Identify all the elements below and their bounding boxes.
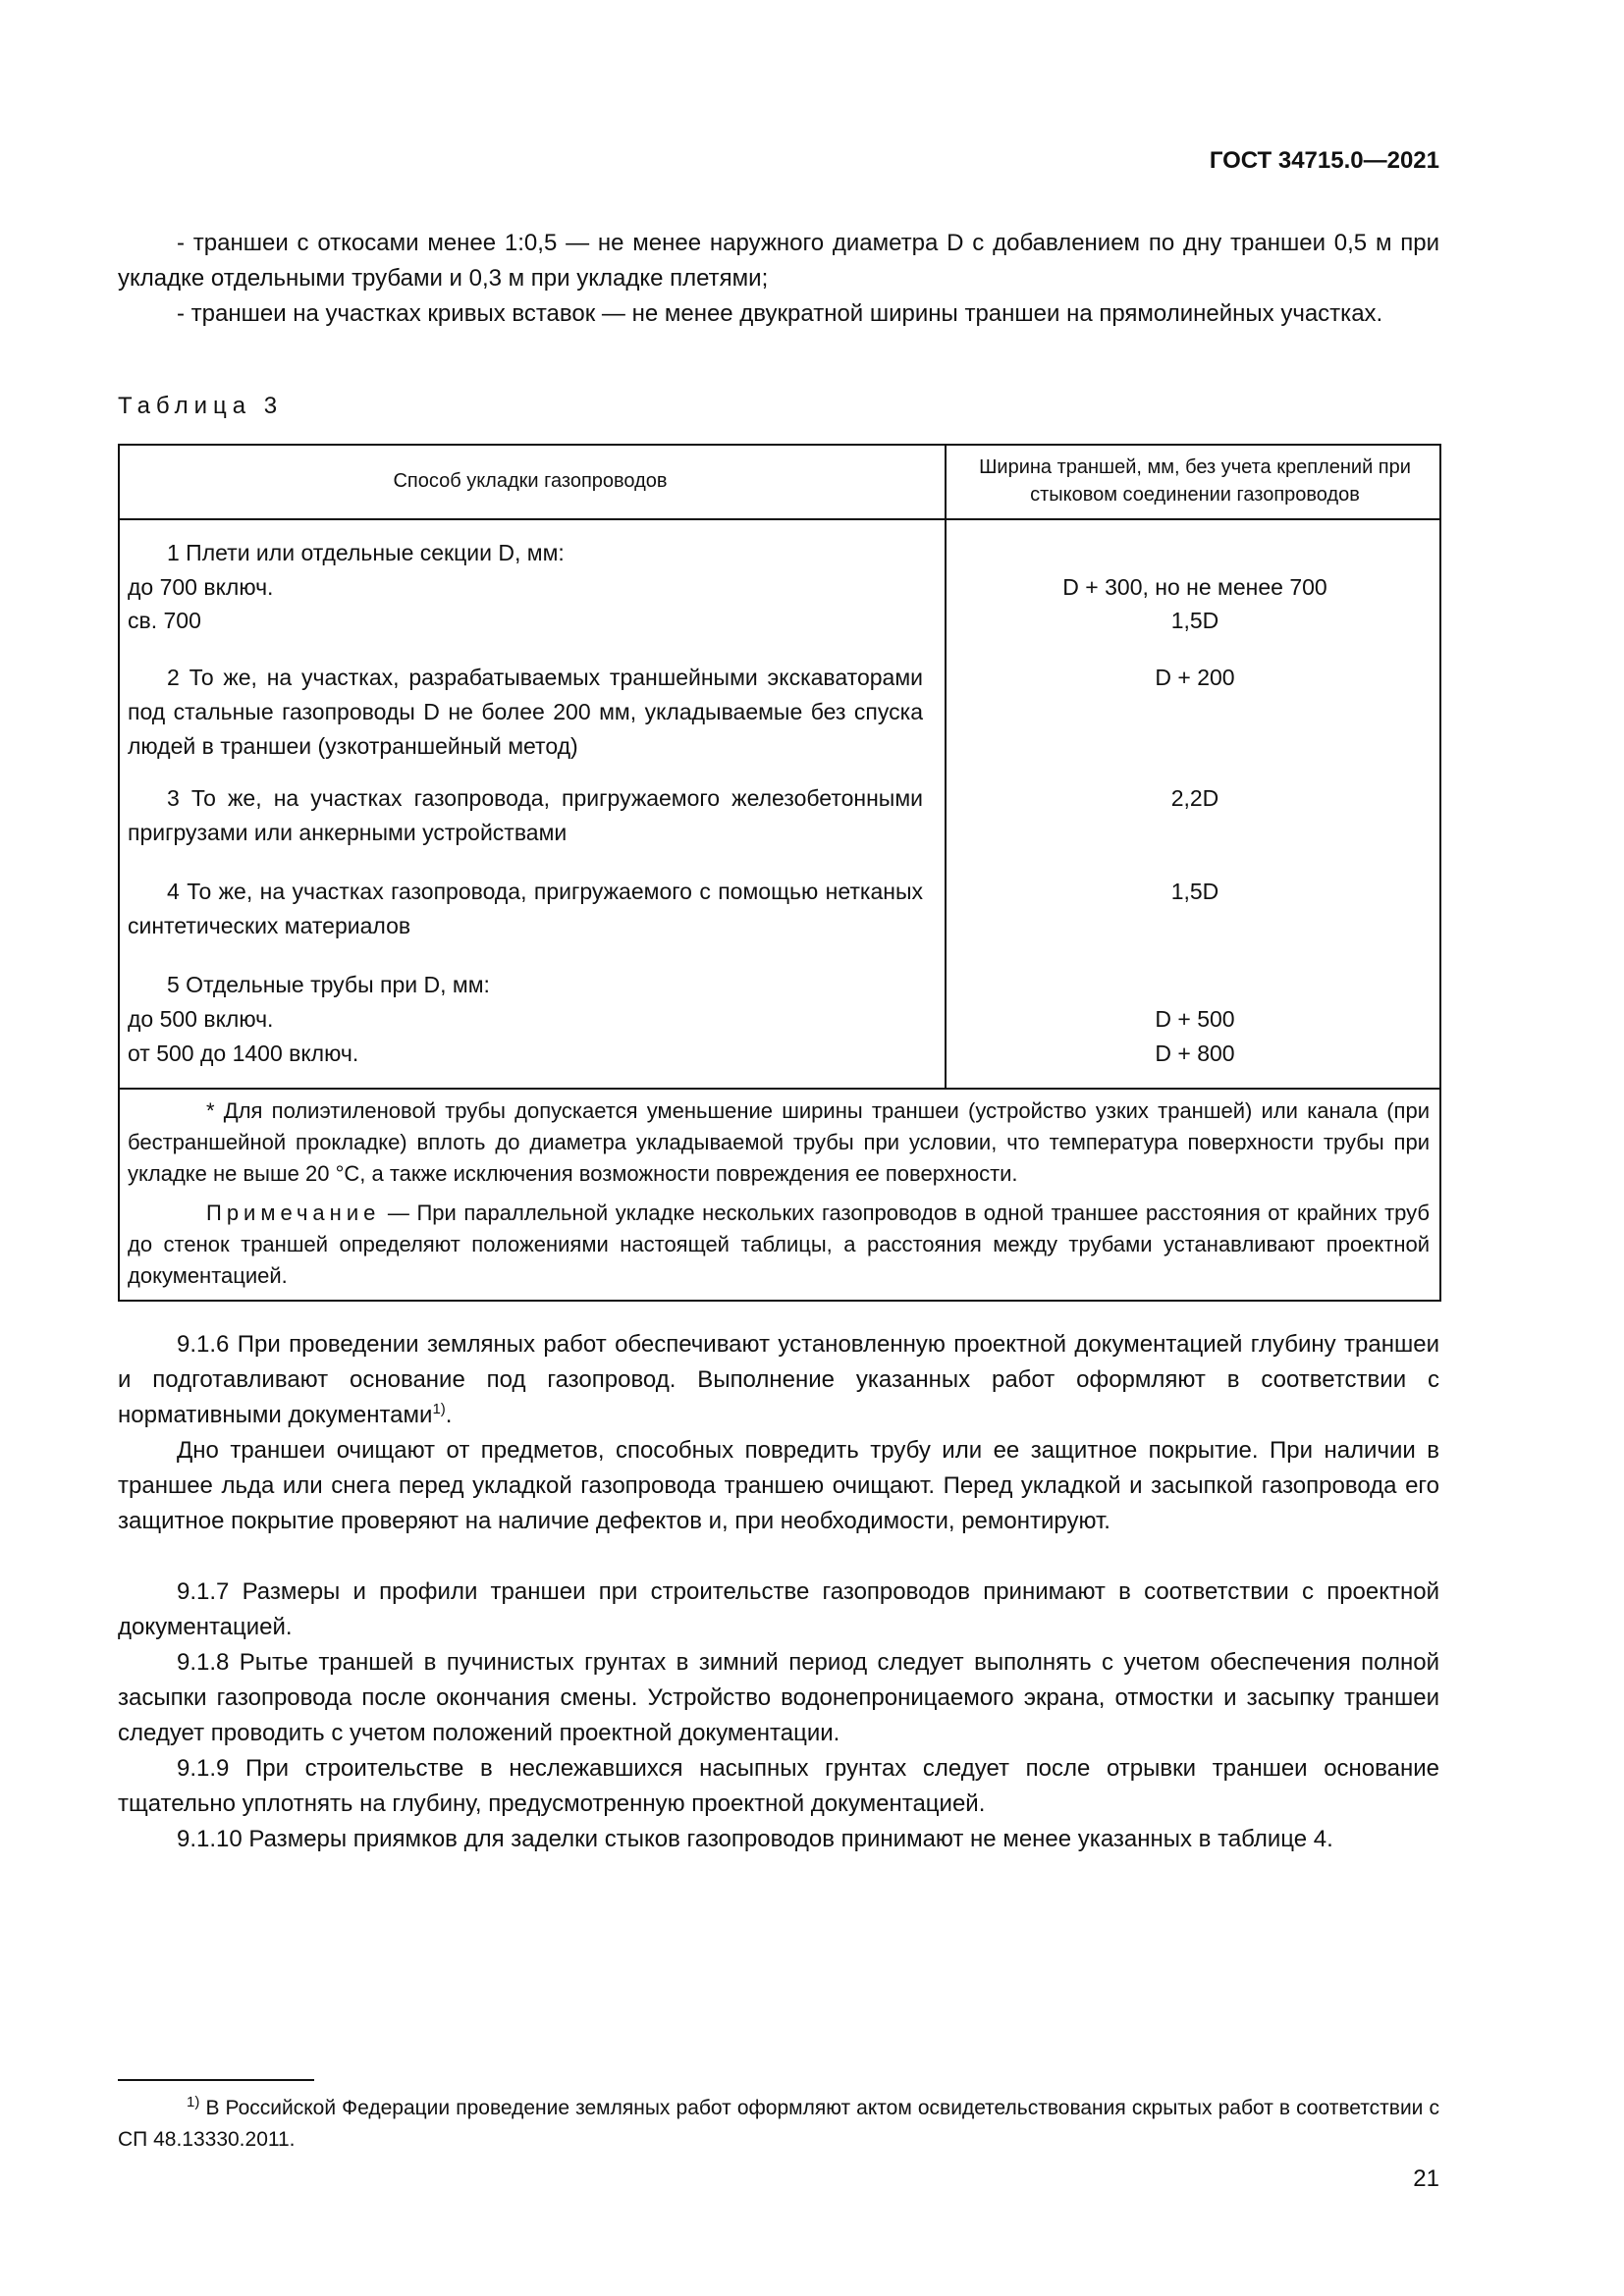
paragraph-trench-bottom: Дно траншеи очищают от предметов, способных повредить трубу или ее защитное покрытие. При наличии в траншее льда или снега перед укладкой газопровода траншею очищают. Перед укладкой и засыпкой газопровода его защитное покрытие проверяют на наличие дефектов и, при необходимости, ремонтируют. [118, 1437, 1439, 1534]
paragraph-9-1-9: 9.1.9 При строительстве в неслежавшихся насыпных грунтах следует после отрывки траншеи основание тщательно уплотнять на глубину, предусмотренную проектной документацией. [118, 1755, 1439, 1817]
row-2-text: 2 То же, на участках, разрабатываемых траншейными экскаваторами под стальные газопроводы D не более 200 мм, укладываемые без спуска людей в траншеи (узкотраншейный метод) [128, 665, 923, 759]
note-label: Примечание [206, 1201, 381, 1225]
paragraph-9-1-10: 9.1.10 Размеры приямков для заделки стыков газопроводов принимают не менее указанных в таблице 4. [177, 1826, 1333, 1852]
intro-paragraph-2: - траншеи на участках кривых вставок — не менее двукратной ширины траншеи на прямолинейных участках. [177, 300, 1383, 327]
row-1-title: 1 Плети или отдельные секции D, мм: [167, 540, 565, 565]
table-note [128, 1198, 1430, 1292]
row-5-sub-1: до 500 включ. [128, 1006, 274, 1032]
row-5-sub-2: от 500 до 1400 включ. [128, 1041, 359, 1066]
row-1-value-2: 1,5D [1170, 608, 1219, 633]
notes-divider [120, 1088, 1439, 1090]
page-number: 21 [1413, 2165, 1439, 2192]
row-2-value: D + 200 [1155, 665, 1235, 690]
header-divider [120, 518, 1439, 520]
paragraph-9-1-7: 9.1.7 Размеры и профили траншеи при строительстве газопроводов принимают в соответствии с проектной документацией. [118, 1578, 1439, 1640]
footnote-marker: 1) [187, 2094, 200, 2110]
row-5-title: 5 Отдельные трубы при D, мм: [167, 972, 490, 997]
column-header-width: Ширина траншей, мм, без учета креплений при стыковом соединении газопроводов [979, 456, 1411, 506]
row-1-sub-1: до 700 включ. [128, 574, 274, 600]
row-3-text: 3 То же, на участках газопровода, пригружаемого железобетонными пригрузами или анкерными устройствами [128, 785, 923, 845]
paragraph-9-1-6 [118, 1327, 1439, 1433]
row-5-value-1: D + 500 [1155, 1006, 1235, 1032]
row-1-sub-2: св. 700 [128, 608, 201, 633]
column-header-method: Способ укладки газопроводов [393, 470, 668, 492]
intro-paragraph-1: - траншеи с откосами менее 1:0,5 — не менее наружного диаметра D с добавлением по дну траншеи 0,5 м при укладке отдельными трубами и 0,3 м при укладке плетями; [118, 230, 1439, 292]
footnote-separator [118, 2079, 314, 2081]
column-divider [945, 446, 947, 1088]
table-footnote-star: * Для полиэтиленовой трубы допускается уменьшение ширины траншеи (устройство узких траншей) или канала (при бестраншейной прокладке) вплоть до диаметра укладываемой трубы при условии, что температура поверхности трубы при укладке не выше 20 °С, а также исключения возможности повреждения ее поверхности. [128, 1098, 1430, 1186]
row-5-value-2: D + 800 [1155, 1041, 1235, 1066]
row-1-value-1: D + 300, но не менее 700 [1062, 574, 1327, 600]
table-caption: Таблица 3 [118, 393, 284, 419]
row-4-value: 1,5D [1170, 879, 1219, 904]
footnote-text: В Российской Федерации проведение земляных работ оформляют актом освидетельствования скрытых работ в соответствии с СП 48.13330.2011. [118, 2097, 1439, 2151]
paragraph-9-1-6-text: 9.1.6 При проведении земляных работ обеспечивают установленную проектной документацией глубину траншеи и подготавливают основание под газопровод. Выполнение указанных работ оформляют в соответствии с нормативными документами [118, 1331, 1439, 1428]
footnote-ref[interactable]: 1) [432, 1401, 446, 1417]
row-4-text: 4 То же, на участках газопровода, пригружаемого с помощью нетканых синтетических материалов [128, 879, 923, 938]
table-3 [118, 444, 1441, 1302]
document-header: ГОСТ 34715.0—2021 [1209, 147, 1439, 174]
paragraph-9-1-6-end: . [445, 1402, 453, 1428]
row-3-value: 2,2D [1170, 785, 1219, 811]
note-text: — При параллельной укладке нескольких газопроводов в одной траншее расстояния от крайних труб до стенок траншей определяют положениями настоящей таблицы, а расстояния между трубами устанавливают проектной документацией. [128, 1201, 1430, 1288]
footnote [118, 2093, 1439, 2156]
paragraph-9-1-8: 9.1.8 Рытье траншей в пучинистых грунтах в зимний период следует выполнять с учетом обеспечения полной засыпки газопровода после окончания смены. Устройство водонепроницаемого экрана, отмостки и засыпку траншеи следует проводить с учетом положений проектной документации. [118, 1649, 1439, 1746]
